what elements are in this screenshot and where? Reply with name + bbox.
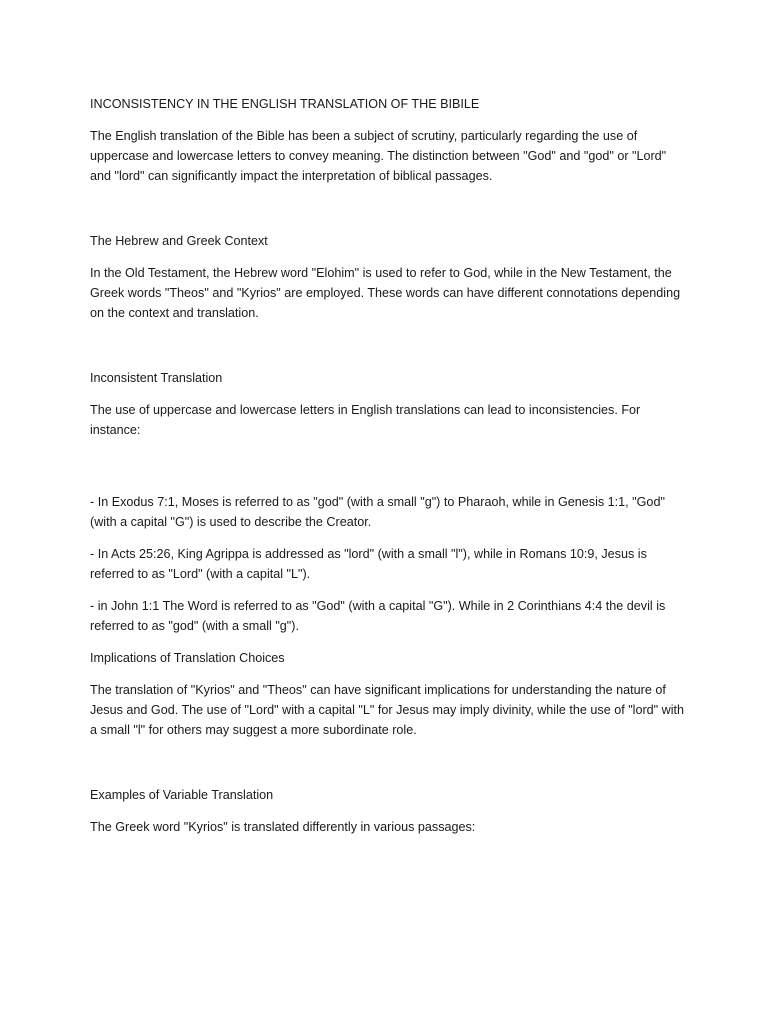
section-body-inconsistent: The use of uppercase and lowercase letters in English translations can lead to inconsistencies. For instance: — [90, 403, 641, 437]
list-item: - in John 1:1 The Word is referred to as "God" (with a capital "G"). While in 2 Corinthians 4:4 the devil is referred to as "god" (with a small "g"). — [90, 599, 666, 633]
intro-paragraph: The English translation of the Bible has been a subject of scrutiny, particularly regarding the use of uppercase and lowercase letters to convey meaning. The distinction between "God" and "god" or "Lord" and "lord" can significantly impact the interpretation of biblical passages. — [90, 129, 667, 183]
section-body-hebrew-greek: In the Old Testament, the Hebrew word "Elohim" is used to refer to God, while in the New Testament, the Greek words "Theos" and "Kyrios" are employed. These words can have different connotations depending on the context and translation. — [90, 266, 681, 320]
section-body-implications: The translation of "Kyrios" and "Theos" can have significant implications for understanding the nature of Jesus and God. The use of "Lord" with a capital "L" for Jesus may imply divinity, while the use of "lord" with a small "l" for others may suggest a more subordinate role. — [90, 683, 685, 737]
section-heading-implications: Implications of Translation Choices — [90, 651, 285, 665]
list-item: - In Acts 25:26, King Agrippa is addressed as "lord" (with a small "l"), while in Romans 10:9, Jesus is referred to as "Lord" (with a capital "L"). — [90, 547, 647, 581]
document-page — [90, 94, 690, 849]
section-heading-hebrew-greek: The Hebrew and Greek Context — [90, 234, 268, 248]
section-heading-examples: Examples of Variable Translation — [90, 788, 274, 802]
document-title: INCONSISTENCY IN THE ENGLISH TRANSLATION OF THE BIBILE — [90, 97, 480, 111]
section-heading-inconsistent: Inconsistent Translation — [90, 371, 223, 385]
section-body-examples: The Greek word "Kyrios" is translated differently in various passages: — [90, 820, 476, 834]
list-item: - In Exodus 7:1, Moses is referred to as "god" (with a small "g") to Pharaoh, while in Genesis 1:1, "God" (with a capital "G") is used to describe the Creator. — [90, 495, 665, 529]
